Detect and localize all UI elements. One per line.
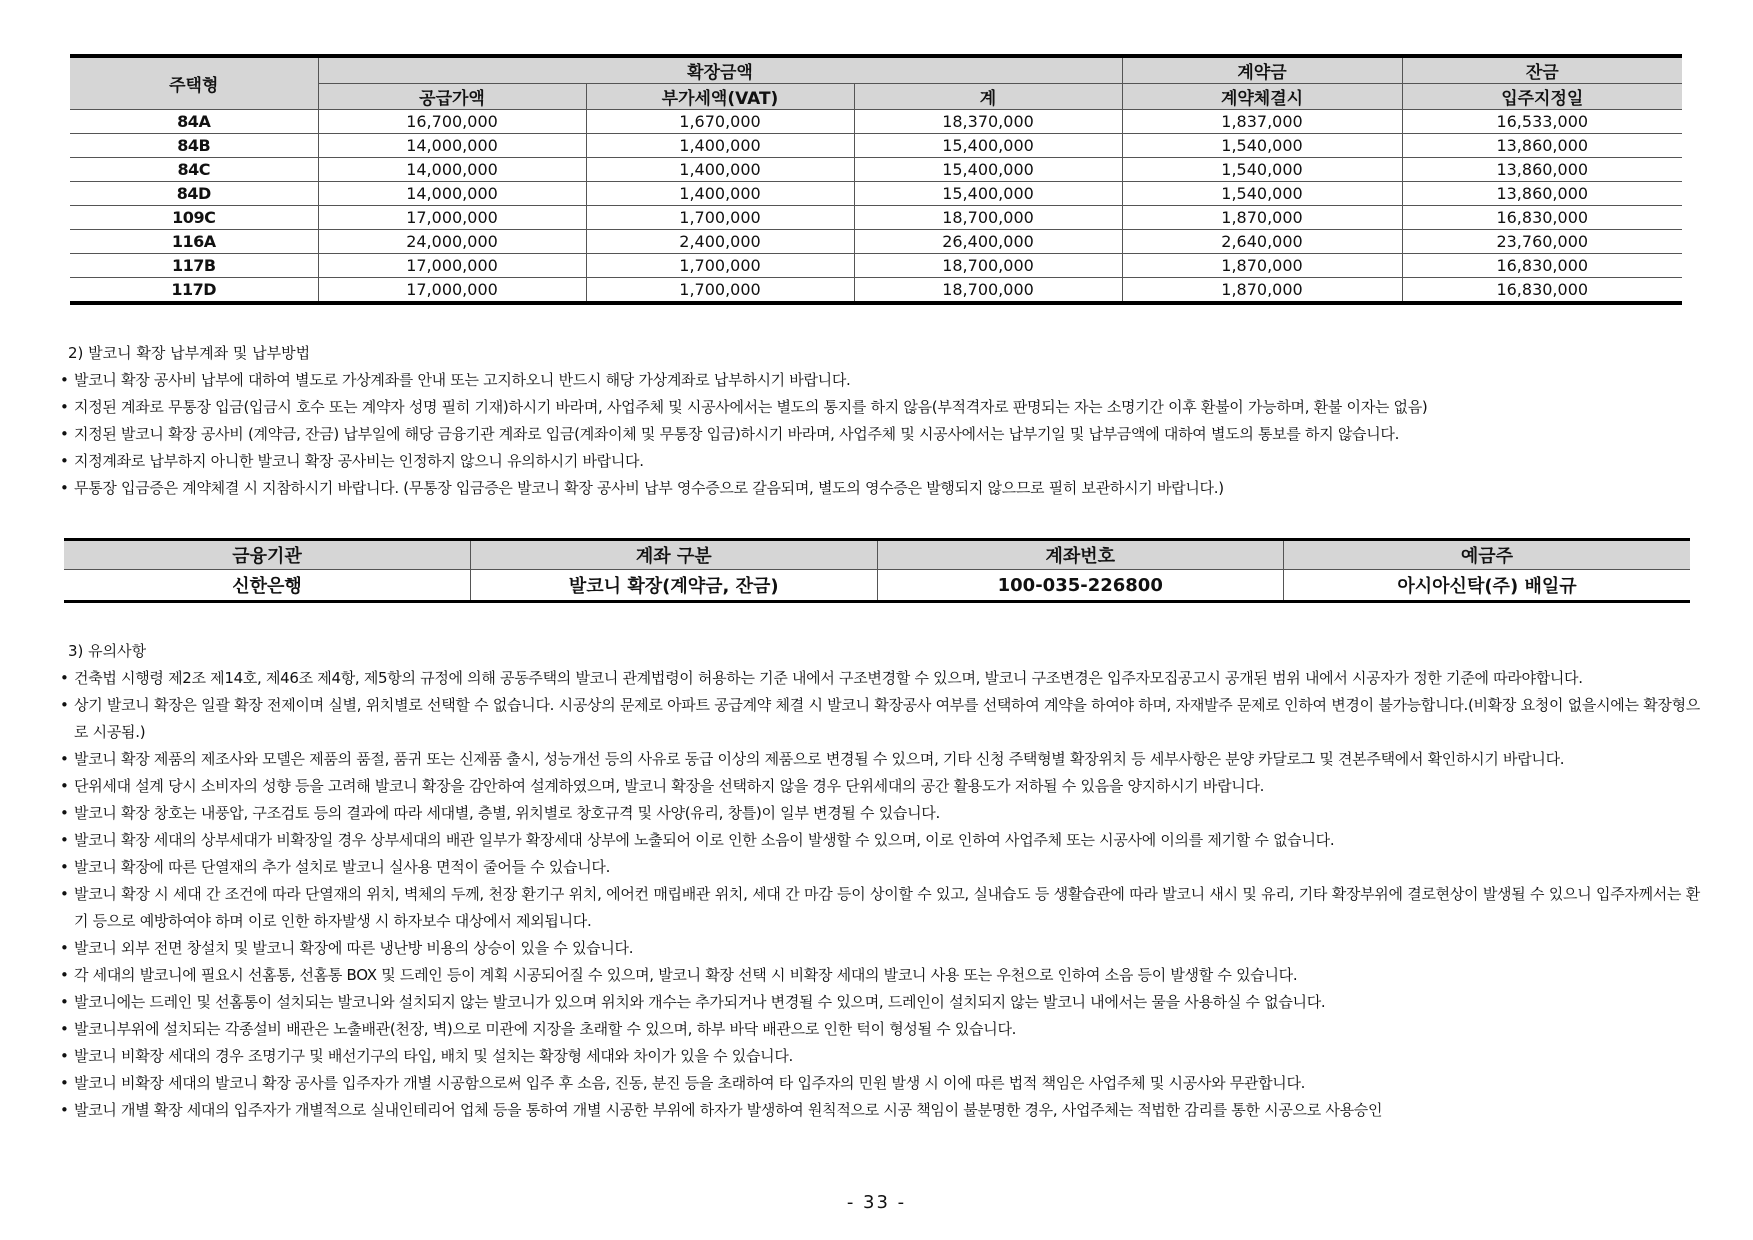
col-header-bank: 금융기관 bbox=[64, 540, 471, 570]
total-cell: 18,700,000 bbox=[854, 206, 1122, 230]
bank-name-cell: 신한은행 bbox=[64, 570, 471, 602]
list-item: • 발코니 확장 공사비 납부에 대하여 별도로 가상계좌를 안내 또는 고지하오니 반드시 해당 가상계좌로 납부하시기 바랍니다. bbox=[60, 367, 1700, 394]
page-number: - 33 - bbox=[846, 1192, 907, 1213]
unit-type-cell: 84A bbox=[70, 110, 318, 134]
unit-type-cell: 84D bbox=[70, 182, 318, 206]
vat-cell: 1,700,000 bbox=[586, 206, 854, 230]
unit-type-cell: 117B bbox=[70, 254, 318, 278]
deposit-cell: 1,540,000 bbox=[1122, 134, 1402, 158]
table-row bbox=[70, 182, 1682, 206]
balance-cell: 23,760,000 bbox=[1402, 230, 1682, 254]
unit-type-cell: 109C bbox=[70, 206, 318, 230]
col-header-holder: 예금주 bbox=[1284, 540, 1691, 570]
unit-type-cell: 116A bbox=[70, 230, 318, 254]
unit-type-cell: 84C bbox=[70, 158, 318, 182]
balance-cell: 13,860,000 bbox=[1402, 158, 1682, 182]
list-item: • 발코니 비확장 세대의 발코니 확장 공사를 입주자가 개별 시공함으로써 입주 후 소음, 진동, 분진 등을 초래하여 타 입주자의 민원 발생 시 이에 따른 법적 책임은 사업주체 및 시공사와 무관합니다. bbox=[60, 1070, 1700, 1097]
list-item: • 지정된 계좌로 무통장 입금(입금시 호수 또는 계약자 성명 필히 기재)하시기 바라며, 사업주체 및 시공사에서는 별도의 통지를 하지 않음(부적격자로 판명되는 자는 소명기간 이후 환불이 가능하며, 환불 이자는 없음) bbox=[60, 394, 1700, 421]
vat-cell: 1,700,000 bbox=[586, 278, 854, 304]
total-cell: 18,700,000 bbox=[854, 278, 1122, 304]
table-row bbox=[70, 206, 1682, 230]
account-holder-cell: 아시아신탁(주) 배일규 bbox=[1284, 570, 1691, 602]
section-title: 2) 발코니 확장 납부계좌 및 납부방법 bbox=[68, 344, 311, 362]
col-header-account-type: 계좌 구분 bbox=[471, 540, 878, 570]
table-row bbox=[70, 110, 1682, 134]
table-row bbox=[70, 230, 1682, 254]
list-item: • 각 세대의 발코니에 필요시 선홈통, 선홈통 BOX 및 드레인 등이 계획 시공되어질 수 있으며, 발코니 확장 선택 시 비확장 세대의 발코니 사용 또는 우천으로 인하여 소음 등이 발생할 수 있습니다. bbox=[60, 962, 1700, 989]
supply-cell: 24,000,000 bbox=[318, 230, 586, 254]
vat-cell: 1,670,000 bbox=[586, 110, 854, 134]
supply-cell: 14,000,000 bbox=[318, 158, 586, 182]
table-row bbox=[70, 278, 1682, 304]
vat-cell: 1,400,000 bbox=[586, 134, 854, 158]
deposit-cell: 2,640,000 bbox=[1122, 230, 1402, 254]
list-item: • 건축법 시행령 제2조 제14호, 제46조 제4항, 제5항의 규정에 의해 공동주택의 발코니 관계법령이 허용하는 기준 내에서 구조변경할 수 있으며, 발코니 구조변경은 입주자모집공고시 공개된 범위 내에서 시공자가 정한 기준에 따라야합니다. bbox=[60, 665, 1700, 692]
list-item: • 지정된 발코니 확장 공사비 (계약금, 잔금) 납부일에 해당 금융기관 계좌로 입금(계좌이체 및 무통장 입금)하시기 바라며, 사업주체 및 시공사에서는 납부기일 및 납부금액에 대하여 별도의 통보를 하지 않습니다. bbox=[60, 421, 1700, 448]
bullet-list bbox=[60, 367, 1700, 502]
list-item: • 발코니 외부 전면 창설치 및 발코니 확장에 따른 냉난방 비용의 상승이 있을 수 있습니다. bbox=[60, 935, 1700, 962]
col-header-vat: 부가세액(VAT) bbox=[586, 84, 854, 110]
vat-cell: 2,400,000 bbox=[586, 230, 854, 254]
deposit-cell: 1,870,000 bbox=[1122, 278, 1402, 304]
list-item: • 상기 발코니 확장은 일괄 확장 전제이며 실별, 위치별로 선택할 수 없습니다. 시공상의 문제로 아파트 공급계약 체결 시 발코니 확장공사 여부를 선택하여 계약을 하여야 하며, 자재발주 문제로 인하여 변경이 불가능합니다.(비확장 요청이 없을시에는 확장형으로 시공됨.) bbox=[60, 692, 1700, 746]
table-row bbox=[70, 158, 1682, 182]
bank-account-table bbox=[64, 538, 1690, 603]
total-cell: 18,700,000 bbox=[854, 254, 1122, 278]
supply-cell: 16,700,000 bbox=[318, 110, 586, 134]
col-header-balance: 잔금 bbox=[1402, 56, 1682, 84]
col-header-expansion: 확장금액 bbox=[318, 56, 1122, 84]
list-item: • 무통장 입금증은 계약체결 시 지참하시기 바랍니다. (무통장 입금증은 발코니 확장 공사비 납부 영수증으로 갈음되며, 별도의 영수증은 발행되지 않으므로 필히 보관하시기 바랍니다.) bbox=[60, 475, 1700, 502]
list-item: • 발코니 확장 제품의 제조사와 모델은 제품의 품절, 품귀 또는 신제품 출시, 성능개선 등의 사유로 동급 이상의 제품으로 변경될 수 있으며, 기타 신청 주택형별 확장위치 등 세부사항은 분양 카달로그 및 견본주택에서 확인하시기 바랍니다. bbox=[60, 746, 1700, 773]
payment-method-section bbox=[60, 340, 1700, 502]
col-header-deposit: 계약금 bbox=[1122, 56, 1402, 84]
table-row bbox=[70, 254, 1682, 278]
col-header-total: 계 bbox=[854, 84, 1122, 110]
col-header-account-number: 계좌번호 bbox=[877, 540, 1284, 570]
deposit-cell: 1,540,000 bbox=[1122, 158, 1402, 182]
balance-cell: 16,533,000 bbox=[1402, 110, 1682, 134]
unit-type-cell: 117D bbox=[70, 278, 318, 304]
list-item: • 발코니 확장에 따른 단열재의 추가 설치로 발코니 실사용 면적이 줄어들 수 있습니다. bbox=[60, 854, 1700, 881]
deposit-cell: 1,870,000 bbox=[1122, 206, 1402, 230]
list-item: • 발코니 확장 세대의 상부세대가 비확장일 경우 상부세대의 배관 일부가 확장세대 상부에 노출되어 이로 인한 소음이 발생할 수 있으며, 이로 인하여 사업주체 또는 시공사에 이의를 제기할 수 없습니다. bbox=[60, 827, 1700, 854]
expansion-price-table bbox=[70, 54, 1682, 305]
balance-cell: 16,830,000 bbox=[1402, 206, 1682, 230]
list-item: • 지정계좌로 납부하지 아니한 발코니 확장 공사비는 인정하지 않으니 유의하시기 바랍니다. bbox=[60, 448, 1700, 475]
bullet-list bbox=[60, 665, 1700, 1124]
col-header-balance-timing: 입주지정일 bbox=[1402, 84, 1682, 110]
table-row bbox=[70, 134, 1682, 158]
total-cell: 15,400,000 bbox=[854, 182, 1122, 206]
account-type-cell: 발코니 확장(계약금, 잔금) bbox=[471, 570, 878, 602]
balance-cell: 16,830,000 bbox=[1402, 278, 1682, 304]
balance-cell: 13,860,000 bbox=[1402, 182, 1682, 206]
unit-type-cell: 84B bbox=[70, 134, 318, 158]
balance-cell: 16,830,000 bbox=[1402, 254, 1682, 278]
list-item: • 발코니 비확장 세대의 경우 조명기구 및 배선기구의 타입, 배치 및 설치는 확장형 세대와 차이가 있을 수 있습니다. bbox=[60, 1043, 1700, 1070]
deposit-cell: 1,870,000 bbox=[1122, 254, 1402, 278]
balance-cell: 13,860,000 bbox=[1402, 134, 1682, 158]
supply-cell: 17,000,000 bbox=[318, 206, 586, 230]
vat-cell: 1,400,000 bbox=[586, 158, 854, 182]
section-title: 3) 유의사항 bbox=[68, 642, 147, 660]
list-item: • 발코니 확장 창호는 내풍압, 구조검토 등의 결과에 따라 세대별, 층별, 위치별로 창호규격 및 사양(유리, 창틀)이 일부 변경될 수 있습니다. bbox=[60, 800, 1700, 827]
list-item: • 발코니에는 드레인 및 선홈통이 설치되는 발코니와 설치되지 않는 발코니가 있으며 위치와 개수는 추가되거나 변경될 수 있으며, 드레인이 설치되지 않는 발코니 내에서는 물을 사용하실 수 없습니다. bbox=[60, 989, 1700, 1016]
total-cell: 15,400,000 bbox=[854, 158, 1122, 182]
supply-cell: 17,000,000 bbox=[318, 254, 586, 278]
vat-cell: 1,400,000 bbox=[586, 182, 854, 206]
col-header-deposit-timing: 계약체결시 bbox=[1122, 84, 1402, 110]
deposit-cell: 1,837,000 bbox=[1122, 110, 1402, 134]
col-header-supply: 공급가액 bbox=[318, 84, 586, 110]
table-row bbox=[64, 570, 1690, 602]
account-number-cell: 100-035-226800 bbox=[877, 570, 1284, 602]
vat-cell: 1,700,000 bbox=[586, 254, 854, 278]
list-item: • 발코니부위에 설치되는 각종설비 배관은 노출배관(천장, 벽)으로 미관에 지장을 초래할 수 있으며, 하부 바닥 배관으로 인한 턱이 형성될 수 있습니다. bbox=[60, 1016, 1700, 1043]
col-header-type: 주택형 bbox=[70, 56, 318, 110]
total-cell: 18,370,000 bbox=[854, 110, 1122, 134]
list-item: • 발코니 확장 시 세대 간 조건에 따라 단열재의 위치, 벽체의 두께, 천장 환기구 위치, 에어컨 매립배관 위치, 세대 간 마감 등이 상이할 수 있고, 실내습도 등 생활습관에 따라 발코니 새시 및 유리, 기타 확장부위에 결로현상이 발생될 수 있으니 입주자께서는 환기 등으로 예방하여야 하며 이로 인한 하자발생 시 하자보수 대상에서 제외됩니다. bbox=[60, 881, 1700, 935]
supply-cell: 14,000,000 bbox=[318, 134, 586, 158]
list-item: • 발코니 개별 확장 세대의 입주자가 개별적으로 실내인테리어 업체 등을 통하여 개별 시공한 부위에 하자가 발생하여 원칙적으로 시공 책임이 불분명한 경우, 사업주체는 적법한 감리를 통한 시공으로 사용승인 bbox=[60, 1097, 1700, 1124]
notes-section bbox=[60, 638, 1700, 1124]
supply-cell: 14,000,000 bbox=[318, 182, 586, 206]
total-cell: 15,400,000 bbox=[854, 134, 1122, 158]
list-item: • 단위세대 설계 당시 소비자의 성향 등을 고려해 발코니 확장을 감안하여 설계하였으며, 발코니 확장을 선택하지 않을 경우 단위세대의 공간 활용도가 저하될 수 있음을 양지하시기 바랍니다. bbox=[60, 773, 1700, 800]
supply-cell: 17,000,000 bbox=[318, 278, 586, 304]
deposit-cell: 1,540,000 bbox=[1122, 182, 1402, 206]
total-cell: 26,400,000 bbox=[854, 230, 1122, 254]
